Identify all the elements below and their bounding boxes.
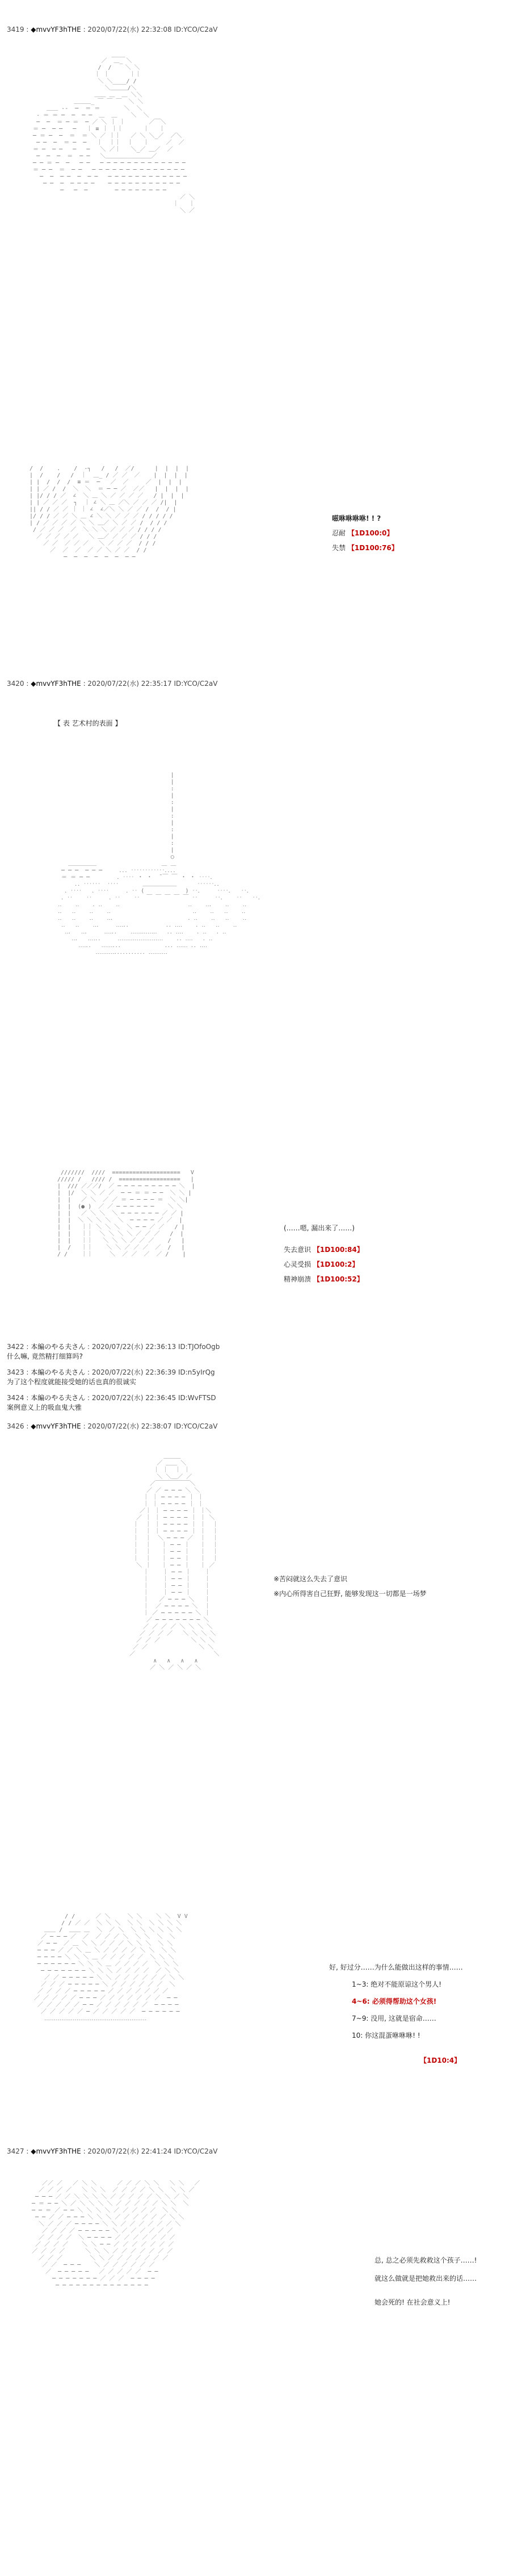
post-author: 本編のやる夫さん (31, 1394, 86, 1402)
post-number: 3423 (7, 1368, 24, 1376)
post-author: ◆mvvYF3hTHE (31, 680, 81, 688)
scene7-text (375, 2251, 477, 2311)
ascii-art-scene-1: ____ ／ ＿_ ＼ / / ＼ ＼ ｜ ｜ ｜｜ ＼ ＼____/ / ＼＿＿＿/＼ ＿＿ ＿ ＿ ＼＼ ＿＿＿_ ￣ ￣ ￣ ＼ ＼ ＿＿ ‐‐ ─ ＝ ＝ ＼ ＼ ‐ ＝ ＝ ─ ─ ─ ─ ＿ ＿ ＼ ＼ ─ ─ ＝ ─ ＝ ─ ／ ＼ ｜ ｜ ／￣＼ ＝ ─ ─ ─ ─ ｜ ≡ ｜ ｜｜ ｜ ｜ ─ ＝ ─ ─ ＝ ＝ ＼ ／ ｜｜ ／ ＼ ＼_／ ／＼ ─ ─ ─ ＝ ─ ─ ｜ ｜｜ ｜ ｜ ／ ／ ＝ ─ ─ ─ ─ ─ ＼ ／｜ ＼_／ ＿／ ／ ─ ─ ─ ＝ ─ ─ ＼＿＿＿＿＿＿＿＿／ ─ ─ ＝ ─ ─ ─ ─ ─ ─ ─ ─ ─ ─ ─ ─ ─ ─ ─ ─ ─ ＝ ─ ─ ＝ ─ ─ ─ ─ ─ ─ ─ ─ ─ ─ ─ ─ ─ ─ ─ ─ ─ ─ ─ ─ ─ ─ ─ ─ ─ ─ ─ ─ ─ ─ ─ ─ ─ ─ ─ ─ ─ ─ ─ ─ ─ ─ ─ ─ ─ ─ ─ ─ ─ ─ ─ ─ ─ ─ ─ ─ ─ ─ ─ ─ ─ ─ ─ ─ ／ ＼ ｜ ｜ ＼ ／ (33, 51, 195, 214)
post-body: 什么嘛, 竟然精打细算吗? (7, 1352, 83, 1360)
post-meta: 2020/07/22(水) 22:36:45 ID:WvFTSD (91, 1394, 216, 1402)
post-header: 3424 : 本編のやる夫さん : 2020/07/22(水) 22:36:45 ID:WvFTSD (7, 1394, 216, 1402)
dialogue-line: 她会死的! 在社会意义上! (375, 2298, 451, 2306)
post-author: ◆mvvYF3hTHE (31, 26, 81, 33)
post-number: 3419 (7, 26, 24, 33)
post-meta: 2020/07/22(水) 22:36:39 ID:n5yIrQg (91, 1368, 215, 1376)
post-number: 3427 (7, 2147, 24, 2155)
scene3-caption: 【 表 艺术村的表面 】 (54, 719, 122, 727)
post-number: 3424 (7, 1394, 24, 1402)
stat-line (284, 1272, 364, 1287)
stat-value: 【1D100:76】 (347, 544, 398, 552)
stat-line (332, 526, 398, 541)
stat-label: 忍耐 (332, 529, 346, 537)
stat-value: 【1D100:84】 (313, 1246, 364, 1254)
post-header: 3419 : ◆mvvYF3hTHE : 2020/07/22(水) 22:32:08 ID:YCO/C2aV (7, 26, 218, 33)
dialogue-line: 就这么做就是把她救出来的话…… (375, 2275, 477, 2282)
post-number: 3422 (7, 1343, 24, 1351)
post-header: 3426 : ◆mvvYF3hTHE : 2020/07/22(水) 22:38:07 ID:YCO/C2aV (7, 1422, 218, 1430)
post-header: 3422 : 本編のやる夫さん : 2020/07/22(水) 22:36:13 ID:TJOfoOgb (7, 1343, 220, 1351)
post-meta: 2020/07/22(水) 22:36:13 ID:TJOfoOgb (91, 1343, 220, 1351)
post-meta: 2020/07/22(水) 22:32:08 ID:YCO/C2aV (87, 26, 218, 33)
post-number: 3426 (7, 1422, 24, 1430)
note-line: ※内心所得害自己狂野, 能够发现这一切都是一场梦 (274, 1590, 427, 1598)
dice-roll: 【1D10:4】 (420, 2056, 461, 2064)
post-meta: 2020/07/22(水) 22:38:07 ID:YCO/C2aV (87, 1422, 218, 1430)
stat-line (332, 541, 398, 555)
choice-line: 1~3: 绝对不能原谅这个男人! (352, 1980, 441, 1988)
post-author: 本編のやる夫さん (31, 1343, 86, 1351)
scene4-text (284, 1221, 364, 1287)
choice-line-selected: 4~6: 必须得帮助这个女孩! (352, 1997, 437, 2005)
post-header: 3420 : ◆mvvYF3hTHE : 2020/07/22(水) 22:35:17 ID:YCO/C2aV (7, 680, 218, 688)
post-meta: 2020/07/22(水) 22:35:17 ID:YCO/C2aV (87, 680, 218, 688)
ascii-art-scene-4: /////// //// ==================== V ///// / //// / ================== | | /// ／／／/ ／ ─ ─ ─ ─ ─ ─ ─ ─ ─ ＼ | | |/ ＼ ＼ ／ ／ ─ ─ ＝ ＝ ─ ─ ＼ ＼ | | | ／ ＼ ／ ／ ＝ ─ ─ ─ ─ ＝ ＼ ＼| | | (● ) ／ ／ ─ ─ ─ ─ ─ ─ ＼ ＼ | | ／ ＼ ＼ ＼ ─ ─ ─ ─ ─ ─ ／ ／ | | | ＼ ＼ ＼ ＼ ＼ ─ ─ ─ ─ ／ ／ | | | ｜｜ ＼ ＼ ＼ ＼ ─ ─ ／ ／ / | | | ｜｜ ＼ ＼ ＼ ＼ ／ ／ ／ / | | | ｜｜ ＼ ＼ ＼ ／ ／ ／ / | | / ｜｜ ＼ ＼ ／ ／ ／ ／ / | / / ｜｜ ＼ ／ ／ ／ ／ / | (57, 1170, 195, 1258)
scene6-text (329, 1959, 463, 2069)
dialogue-line: 总, 总之必须先救救这个孩子……! (375, 2256, 477, 2264)
stat-label: 失去意识 (284, 1246, 312, 1254)
post-author: ◆mvvYF3hTHE (31, 1422, 81, 1430)
scene5-text (274, 1572, 427, 1601)
post-meta: 2020/07/22(水) 22:41:24 ID:YCO/C2aV (87, 2147, 218, 2155)
post-header: 3427 : ◆mvvYF3hTHE : 2020/07/22(水) 22:41:24 ID:YCO/C2aV (7, 2147, 218, 2155)
stat-value: 【1D100:52】 (313, 1275, 364, 1283)
ascii-art-scene-5: ＿＿＿ ／ ＿＿ ＼ ｜ ｜ ｜ ｜ ＼ ＼＿／ ／ ／￣￣￣￣￣￣＼ ／ ／ ─ ─ ─ ＼ ＼ ｜ ｜ ─ ─ ─ ─ ｜ ｜ ｜ ｜ ─ ─ ─ ─ ｜ ｜ ／｜ ｜ ─ ─ ─ ─ ｜ ｜＼ ／ ｜ ｜ ─ ─ ─ ─ ｜ ｜ ＼ ｜ ｜ ｜ ─ ─ ─ ─ ｜ ｜ ｜ ｜ ｜ ｜ ─ ─ ─ ─ ｜ ｜ ｜ ｜ ｜ ＼ ─ ─ ─ ／ ｜ ｜ ｜ ｜ ｜ ─ ─ ｜ ｜ ｜ ｜ ｜ ｜ ─ ─ ｜ ｜ ｜ ｜ ｜ ｜ ─ ─ ｜ ｜ ｜ ＼ ｜ ｜ ─ ─ ｜ ｜ ／ ｜ ｜ ─ ─ ｜ ｜ ｜ ｜ ─ ─ ｜ ｜ ｜ ｜ ─ ─ ｜ ｜ ｜ ｜ ─ ─ ｜ ｜ ｜ ／ ─ ─ ─ ＼ ｜ ｜ ／ ─ ─ ─ ─ ＼ ｜ ｜ ／ ─ ─ ─ ─ ─ ＼ ｜ ／ ─ ─ ─ ─ ─ ─ ─ ＼ ／ ／ ／ ／ ＼ ＼ ＼ ＼ ／ ／ ／ ／ ＼ ＼ ＼ ＼ ／ ／ ／ ＼ ＼ ＼ ／ ／ ＼ ＼ ／ ＼ ∧ ∧ ∧ ∧ ／ ＼ ／ ＼ ／ ＼ (129, 1454, 220, 1671)
stat-line (284, 1257, 364, 1272)
post-author: 本編のやる夫さん (31, 1368, 86, 1376)
shout-line: 嗞咻咻咻咻! ! ? (332, 514, 381, 522)
choice-line: 7~9: 没用, 这就是宿命…… (352, 2014, 436, 2022)
post-number: 3420 (7, 680, 24, 688)
ascii-art-scene-6: / / ／ ＼ ＼ ＼ ＼ ＼ V V / / ／ ／ ＼ ＼ ＼ ＼ ＼ ＼ ＼ ＼ ＼ ＿＿ / ＿＿ ＿ ＼ ／ ＼ ＼ ＼ ＼ ＼ ＼ ＼ ／ ─ ─ ─ ／ ／ ／ ／ ／ ＼ ＼ ＼ ＼ ＼ ／ ─ ─ ／ ＿ ＼ ＼ ／ ／ ／ ＼ ＼ ＼ ＼ ＼ ─ ─ ─ ／ ／ ＼ ＿ ＼ ／ ／ ／ ／ ＼ ＼ ＼ ＼ ─ ─ ─ ─ ＼ ＼ ＼ ＿ ／ ／ ／ ／ ／ ＼ ＼ ＼ ─ ─ ─ ─ ─ ─ ＼ ＼ ＼ ＿ ／ ／ ／ ／ ＼ ＼ ＼ ─ ─ ─ ─ ─ ─ ─ ＼ ＼ ＼ ／ ／ ／ ／ ／ ＼ ＼ ／ ／ ─ ─ ─ ─ ─ ＼ ＼ ／ ／ ／ ／ ／ ／ ＼ ＼ ／ ／ ／ ─ ─ ─ ─ ─ ＼ ／ ／ ／ ／ ／ ／ ＼ ／ ／ ／ ／ ─ ─ ─ ─ ─ ／ ／ ／ ／ ／ ／ ／ ／ ／ ／ ／ ／ ─ ─ ─ ／ ／ ／ ／ ／ ／ ／ ─ ─ ／ ／ ／ ／ ／ ─ ─ ／ ／ ／ ／ ／ ／ ─ ─ ─ ─ ／ ／ ／ ／ ／ ─ ／ ／ ／ ／ ／ ─ ─ ─ ─ ─ ─ ‥‥‥‥‥‥‥‥‥‥‥‥‥‥‥‥‥‥‥‥‥‥‥‥‥‥‥ (34, 1913, 188, 2022)
post-body: 为了这个程度就能接受她的话也真的很诚实 (7, 1378, 137, 1386)
choice-line: 10: 你这混蛋咻咻咻! ! (352, 2032, 420, 2039)
stat-label: 心灵受损 (284, 1260, 312, 1268)
dialogue-line: 好, 好过分……为什么能做出这样的事情…… (329, 1963, 463, 1971)
ascii-art-scene-3: | | : | : | : | : | : | ○ ＿＿＿＿＿ ＿ ＿ ─ ─ ─ ─ ─ ─ ．．．‥‥‥‥‥‥．．．． ＝ ＝ ─ ─ ．‥‥ ・ ・ ̄ ￣ ￣ ・ ・ ‥‥． ．．‥‥‥ ‥‥ ＿＿＿＿＿＿ ‥‥‥．． ．‥‥ ．‥‥ ．‥ ( ) ‥． ‥‥． ‥． ．‥ ‥ ．‥ ‥ ￣ ￣ ￣ ￣ ￣ ‥ ‥． ‥ ‥． ‥ ‥ ．‥ ‥ ‥ ‥． ‥ ‥ ‥ ‥ ‥ ‥ ‥ ‥ ‥ ‥ ‥ ‥ ‥ ‥． ．‥ ‥ ‥ ‥ ‥ ‥ ‥． ‥‥．． ．．‥‥ ．‥ ‥ ‥ ‥． ‥． ‥‥．． ‥‥‥‥‥‥‥ ．．‥‥ ．‥ ．‥ ‥． ‥‥．． ‥‥‥‥‥‥‥‥‥‥‥‥ ．．‥‥ ．‥ ‥‥．． ‥‥‥．．． ．．．‥‥‥ ．．‥‥ ‥‥‥‥‥．．．．．．．．．．．‥‥‥‥‥ (58, 772, 264, 956)
stat-value: 【1D100:0】 (347, 529, 394, 537)
stat-label: 精神崩溃 (284, 1275, 312, 1283)
stat-line (284, 1242, 364, 1257)
stat-value: 【1D100:2】 (313, 1260, 359, 1268)
post-body: 案例意义上的吸血鬼大雅 (7, 1404, 82, 1411)
note-line: ※苦闷就这么失去了意识 (274, 1575, 348, 1583)
scene2-text (332, 511, 398, 555)
post-header: 3423 : 本編のやる夫さん : 2020/07/22(水) 22:36:39 ID:n5yIrQg (7, 1368, 215, 1376)
thought-line: (……嗯, 漏出来了……) (284, 1224, 355, 1232)
ascii-art-scene-7: ／／ ／ ／ ＼ ＼ ／ ／ ／ ＼ ＼ ＼ ＼ ／ ／ ／ ／ ／ ＼ ＼ ＼ ／ ／ ／ ／ ＼ ＼ ＼ ＼ ／ ─ ─ ─ ／ ／ ＼ ＼ ＼ ＼ ／ ／ ／ ／ ／ ＼ ＼ ／ ＼ ─ ＝ ─ ─ ＼ ／ ＼ ＼ ＼ ＼ ／ ／ ／ ／ ／ ＼ ＼ ＼ ─ ─ ＝ ／ ─ ─ ＼ ＼ ＼ ＼ ／ ／ ／ ／ ／ ＼ ＼ ─ ─ ／ ／ ─ ─ ─ ＼ ＼ ＼ ／ ／ ／ ／ ／ ／ ＼ ＼ ＼ ／ ／ ／ ─ ─ ─ ─ ＼ ＼ ／ ／ ／ ／ ／ ／ ＼ ／ ／ ／ ／ ─ ─ ─ ─ ─ ＼ ／ ／ ／ ／ ／ ／ ／ ／ ／ ／ ＼ ─ ─ ─ ─ ／ ／ ／ ／ ／ ／ ／ ／ ／ ／ ／ ＼ ＼ ─ ─ ／ ／ ／ ／ ／ ／ ／ ／ ／ ／ ／ ＼ ＼ ＼ ／ ／ ／ ／ ／ ／ ／ ／ ／ ／ ＼ ＼ ／ ／ ／ ／ ／ ／ ／ ／ ／ ─ ─ ─ ＼ ／ ／ ／ ／ ／ ／ ／ ─ ─ ─ ─ ─ ／ ／ ／ ／ ／ ─ ─ ─ ─ ─ ─ ─ ─ ─ ／ ／ ／ ─ ─ ─ ─ ─ ─ ─ ─ ─ ─ ─ ─ ─ ─ ─ ─ ─ ─ (32, 2180, 200, 2289)
stat-label: 失禁 (332, 544, 346, 552)
ascii-art-scene-2: / / . / ‐┐ / / ／/ | | | | | / / / ｜ ＿_ / ／ ／ ／ | | | | | | / / / ≡ ＝ ─ ／ ／ ／ | | | | | ／ / / ＼ ＼ ＝ ─ ─ ／ ／／ | | | | | |/ / / ／ ∠ ＼ ＿ ＼ ／ ／ ／ ／ / | | | | | ／ ／ ／ ┐ ｜ ∠ ＼ ＿ ／＼ ／ ／ ／ /| | || / / ／ ／ ｜ ｜ ∠ ∠／＼ ＼ ／ ／ / / / | |/ / / ／ ／ ＼ ＿ ∠ ＼ ＼ ／ ／ ／ / / / / / | / ／ ／ ／ ／ ＼ ＼ ＿／ ＼ ／ ／ / / / / / ／ ／ ／ ／ ＼ ＼ ＼ ／ ／ ／ / / / / ／ ／ ／ ／ ／ ＼ ＿／ ／ ／ ／ / / / ／ ／ ／ ／ ／ ＼ ／ ／ ／ / / / ／ ／ ／ ／ ／ ＼ ／ ／ / / ─ ─ ─ ─ ─ ─ ─ ─ (30, 466, 189, 560)
post-author: ◆mvvYF3hTHE (31, 2147, 81, 2155)
